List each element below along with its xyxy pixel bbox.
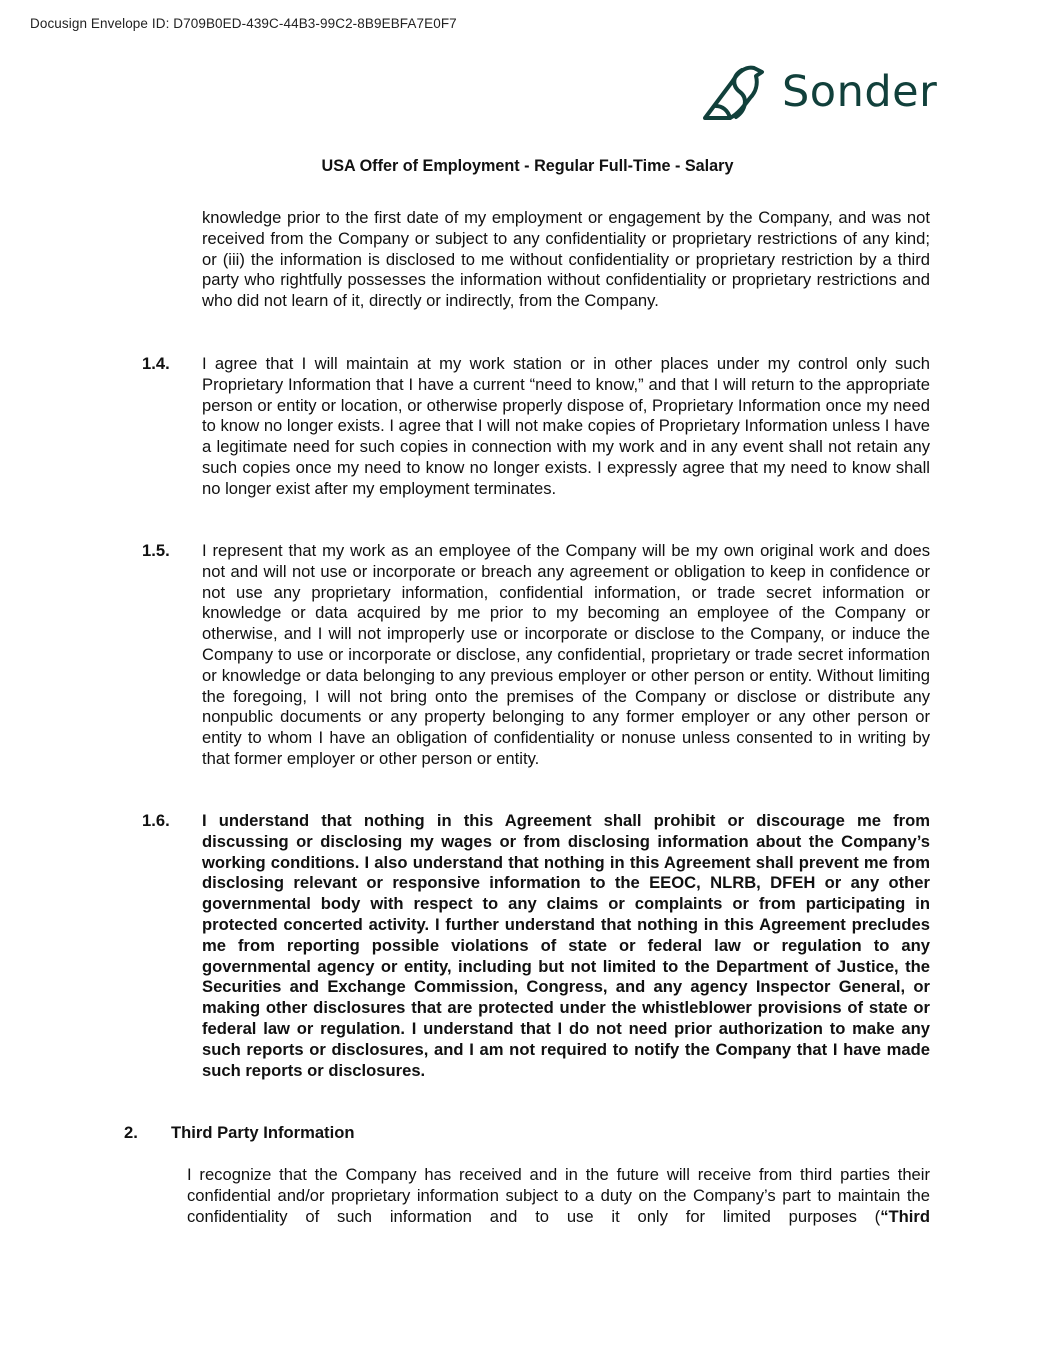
sonder-logo [702,62,937,122]
section-2-heading: Third Party Information [171,1123,355,1142]
clause-1-5-text: I represent that my work as an employee of the Company will be my own original work and does not and will not use or incorporate or breach any agreement or obligation to keep in confidence or not use any proprietary information, confidential information, or trade secret information or knowledge or data acquired by me prior to my becoming an employee of the Company or otherwise, and I will not improperly use or incorporate or disclose to the Company, or induce the Company to use or incorporate or disclose, any confidential, proprietary or trade secret information or knowledge or data belonging to any previous employer or other person or entity. Without limiting the foregoing, I will not bring onto the premises of the Company or disclose or distribute any nonpublic documents or any property belonging to any former employer or any other person or entity to whom I have an obligation of confidentiality or nonuse unless consented to in writing by that former employer or other person or entity. [202,541,930,768]
section-2-number: 2. [124,1123,138,1142]
clause-number-1-4: 1.4. [142,354,170,373]
continuation-paragraph: knowledge prior to the first date of my employment or engagement by the Company, and was not received from the Company or subject to any confidentiality or proprietary restrictions of any kind; or (iii) the information is disclosed to me without confidentiality or proprietary restriction by a third party who rightfully possesses the information without confidentiality or proprietary restrictions and who did not learn of it, directly or indirectly, from the Company. [202,208,930,311]
document-title: USA Offer of Employment - Regular Full-Time - Salary [321,157,734,175]
clause-number-1-5: 1.5. [142,541,170,560]
section-2-defined-term: “Third [880,1206,930,1226]
logo-wordmark: Sonder [782,67,938,117]
clause-1-6-text: I understand that nothing in this Agreement shall prohibit or discourage me from discussing or disclosing my wages or from disclosing information about the Company’s working conditions. I also understand that nothing in this Agreement shall prevent me from disclosing relevant or responsive information to the EEOC, NLRB, DFEH or any other governmental body with respect to any claims or complaints or from participating in protected concerted activity. I further understand that nothing in this Agreement precludes me from reporting possible violations of state or federal law or regulation to any governmental agency or entity, including but not limited to the Department of Justice, the Securities and Exchange Commission, Congress, and any agency Inspector General, or making other disclosures that are protected under the whistleblower provisions of state or federal law or regulation. I understand that I do not need prior authorization to make any such reports or disclosures, and I am not required to notify the Company that I have made such reports or disclosures. [202,811,930,1080]
clause-1-4-text: I agree that I will maintain at my work station or in other places under my control only such Proprietary Information that I have a current “need to know,” and that I will return to the appropriate person or entity or location, or otherwise properly dispose of, Proprietary Information once my need to know no longer exists. I agree that I will not make copies of Proprietary Information unless I have a legitimate need for such copies in connection with my work and in any event shall not retain any such copies once my need to know no longer exists. I expressly agree that my need to know shall no longer exist after my employment terminates. [202,354,930,498]
clause-number-1-6: 1.6. [142,811,170,830]
bird-icon [702,62,768,122]
section-2-text: I recognize that the Company has received and in the future will receive from third parties their confidential and/or proprietary information subject to a duty on the Company’s part to maintain the confidentiality of such information and to use it only for limited purposes ( [187,1165,930,1226]
section-2-paragraph [187,1165,930,1227]
docusign-envelope-id: Docusign Envelope ID: D709B0ED-439C-44B3-99C2-8B9EBFA7E0F7 [30,16,457,31]
